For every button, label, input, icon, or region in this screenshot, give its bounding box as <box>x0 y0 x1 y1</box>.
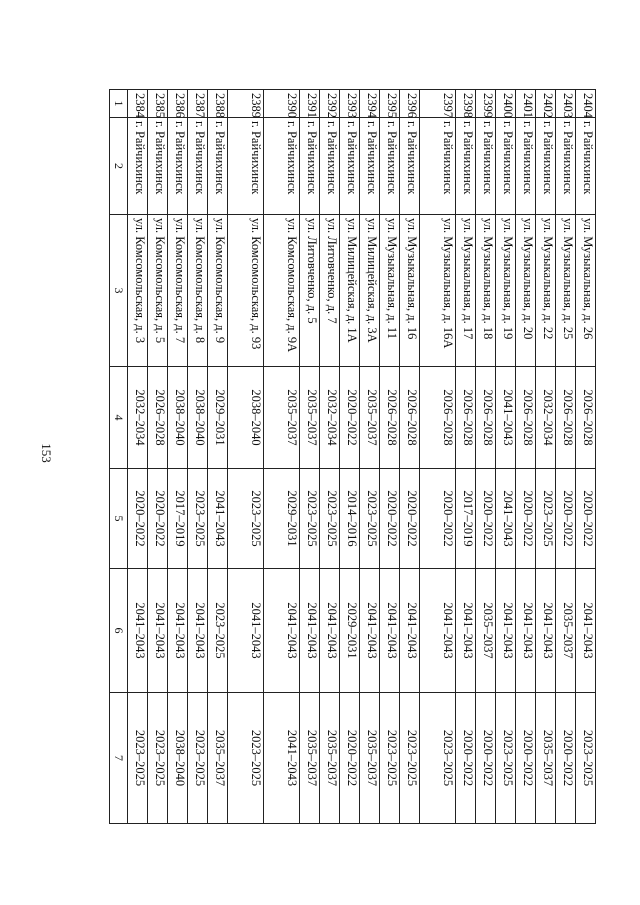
row-number: 2384 <box>128 90 148 118</box>
row-number: 2394 <box>360 90 380 118</box>
city-cell: г. Райчихинск <box>456 118 476 215</box>
period-col-6: 2041–2043 <box>496 569 516 693</box>
header-col-1: 1 <box>110 90 128 118</box>
city-cell: г. Райчихинск <box>536 118 556 215</box>
period-col-5: 2029–2031 <box>264 469 300 569</box>
row-number: 2393 <box>340 90 360 118</box>
row-number: 2395 <box>380 90 400 118</box>
row-number: 2390 <box>264 90 300 118</box>
period-col-4: 2035–2037 <box>360 367 380 469</box>
housing-repair-table <box>109 89 596 824</box>
row-number: 2401 <box>516 90 536 118</box>
table-rotator <box>112 89 596 823</box>
city-cell: г. Райчихинск <box>208 118 228 215</box>
row-number: 2392 <box>320 90 340 118</box>
row-number: 2397 <box>420 90 456 118</box>
table-row <box>300 90 320 824</box>
period-col-4: 2032–2034 <box>128 367 148 469</box>
period-col-5: 2023–2025 <box>188 469 208 569</box>
address-cell: ул. Музыкальная, д. 16А <box>420 215 456 367</box>
table-row <box>208 90 228 824</box>
row-number: 2400 <box>496 90 516 118</box>
row-number: 2391 <box>300 90 320 118</box>
period-col-4: 2026–2028 <box>476 367 496 469</box>
city-cell: г. Райчихинск <box>320 118 340 215</box>
period-col-4: 2029–2031 <box>208 367 228 469</box>
period-col-4: 2038–2040 <box>188 367 208 469</box>
period-col-7: 2041–2043 <box>264 693 300 824</box>
period-col-6: 2041–2043 <box>516 569 536 693</box>
period-col-4: 2035–2037 <box>264 367 300 469</box>
period-col-6: 2041–2043 <box>128 569 148 693</box>
city-cell: г. Райчихинск <box>516 118 536 215</box>
row-number: 2404 <box>576 90 596 118</box>
address-cell: ул. Комсомольская, д. 9А <box>264 215 300 367</box>
address-cell: ул. Милицейская, д. 1А <box>340 215 360 367</box>
period-col-6: 2041–2043 <box>300 569 320 693</box>
period-col-4: 2026–2028 <box>420 367 456 469</box>
period-col-5: 2020–2022 <box>148 469 168 569</box>
row-number: 2402 <box>536 90 556 118</box>
row-number: 2403 <box>556 90 576 118</box>
table-row <box>148 90 168 824</box>
period-col-6: 2041–2043 <box>228 569 264 693</box>
period-col-6: 2035–2037 <box>476 569 496 693</box>
table-row <box>340 90 360 824</box>
period-col-4: 2026–2028 <box>456 367 476 469</box>
period-col-4: 2026–2028 <box>380 367 400 469</box>
period-col-5: 2041–2043 <box>496 469 516 569</box>
period-col-4: 2026–2028 <box>556 367 576 469</box>
city-cell: г. Райчихинск <box>496 118 516 215</box>
period-col-4: 2032–2034 <box>536 367 556 469</box>
table-row <box>380 90 400 824</box>
period-col-7: 2035–2037 <box>536 693 556 824</box>
period-col-7: 2035–2037 <box>360 693 380 824</box>
city-cell: г. Райчихинск <box>148 118 168 215</box>
period-col-7: 2023–2025 <box>148 693 168 824</box>
period-col-6: 2029–2031 <box>340 569 360 693</box>
table-row <box>188 90 208 824</box>
period-col-4: 2020–2022 <box>340 367 360 469</box>
period-col-7: 2023–2025 <box>188 693 208 824</box>
table-row <box>420 90 456 824</box>
period-col-6: 2035–2037 <box>556 569 576 693</box>
period-col-5: 2020–2022 <box>556 469 576 569</box>
period-col-6: 2041–2043 <box>320 569 340 693</box>
period-col-5: 2023–2025 <box>300 469 320 569</box>
period-col-7: 2023–2025 <box>380 693 400 824</box>
period-col-7: 2038–2040 <box>168 693 188 824</box>
page-number: 153 <box>39 443 54 463</box>
period-col-7: 2023–2025 <box>496 693 516 824</box>
period-col-5: 2017–2019 <box>456 469 476 569</box>
period-col-6: 2041–2043 <box>536 569 556 693</box>
header-col-4: 4 <box>110 367 128 469</box>
period-col-7: 2023–2025 <box>400 693 420 824</box>
period-col-7: 2020–2022 <box>556 693 576 824</box>
address-cell: ул. Музыкальная, д. 25 <box>556 215 576 367</box>
period-col-5: 2020–2022 <box>380 469 400 569</box>
address-cell: ул. Литовченко, д. 5 <box>300 215 320 367</box>
city-cell: г. Райчихинск <box>300 118 320 215</box>
address-cell: ул. Музыкальная, д. 26 <box>576 215 596 367</box>
period-col-6: 2023–2025 <box>208 569 228 693</box>
row-number: 2396 <box>400 90 420 118</box>
row-number: 2398 <box>456 90 476 118</box>
period-col-7: 2035–2037 <box>300 693 320 824</box>
address-cell: ул. Музыкальная, д. 17 <box>456 215 476 367</box>
city-cell: г. Райчихинск <box>420 118 456 215</box>
period-col-7: 2023–2025 <box>128 693 148 824</box>
table-row <box>264 90 300 824</box>
period-col-7: 2020–2022 <box>340 693 360 824</box>
period-col-4: 2041–2043 <box>496 367 516 469</box>
period-col-7: 2035–2037 <box>320 693 340 824</box>
address-cell: ул. Комсомольская, д. 7 <box>168 215 188 367</box>
period-col-7: 2023–2025 <box>228 693 264 824</box>
period-col-7: 2020–2022 <box>456 693 476 824</box>
address-cell: ул. Комсомольская, д. 93 <box>228 215 264 367</box>
row-number: 2386 <box>168 90 188 118</box>
city-cell: г. Райчихинск <box>340 118 360 215</box>
period-col-5: 2023–2025 <box>360 469 380 569</box>
table-row <box>516 90 536 824</box>
period-col-5: 2014–2016 <box>340 469 360 569</box>
city-cell: г. Райчихинск <box>188 118 208 215</box>
period-col-4: 2026–2028 <box>148 367 168 469</box>
address-cell: ул. Комсомольская, д. 3 <box>128 215 148 367</box>
row-number: 2399 <box>476 90 496 118</box>
period-col-7: 2020–2022 <box>516 693 536 824</box>
period-col-4: 2026–2028 <box>516 367 536 469</box>
city-cell: г. Райчихинск <box>360 118 380 215</box>
period-col-6: 2041–2043 <box>188 569 208 693</box>
header-col-7: 7 <box>110 693 128 824</box>
period-col-6: 2041–2043 <box>420 569 456 693</box>
period-col-4: 2032–2034 <box>320 367 340 469</box>
city-cell: г. Райчихинск <box>576 118 596 215</box>
period-col-6: 2041–2043 <box>360 569 380 693</box>
row-number: 2389 <box>228 90 264 118</box>
city-cell: г. Райчихинск <box>168 118 188 215</box>
table-row <box>476 90 496 824</box>
table-row <box>320 90 340 824</box>
table-row <box>556 90 576 824</box>
city-cell: г. Райчихинск <box>556 118 576 215</box>
period-col-7: 2023–2025 <box>420 693 456 824</box>
address-cell: ул. Милицейская, д. 3А <box>360 215 380 367</box>
period-col-4: 2026–2028 <box>576 367 596 469</box>
period-col-4: 2038–2040 <box>168 367 188 469</box>
period-col-5: 2020–2022 <box>476 469 496 569</box>
period-col-6: 2041–2043 <box>148 569 168 693</box>
header-col-3: 3 <box>110 215 128 367</box>
address-cell: ул. Комсомольская, д. 9 <box>208 215 228 367</box>
period-col-5: 2020–2022 <box>128 469 148 569</box>
row-number: 2387 <box>188 90 208 118</box>
period-col-7: 2020–2022 <box>476 693 496 824</box>
address-cell: ул. Комсомольская, д. 5 <box>148 215 168 367</box>
period-col-5: 2020–2022 <box>420 469 456 569</box>
city-cell: г. Райчихинск <box>380 118 400 215</box>
period-col-5: 2020–2022 <box>576 469 596 569</box>
table-row <box>536 90 556 824</box>
header-row <box>110 90 128 824</box>
header-col-5: 5 <box>110 469 128 569</box>
period-col-6: 2041–2043 <box>456 569 476 693</box>
city-cell: г. Райчихинск <box>128 118 148 215</box>
period-col-5: 2020–2022 <box>400 469 420 569</box>
header-col-2: 2 <box>110 118 128 215</box>
table-row <box>128 90 148 824</box>
address-cell: ул. Музыкальная, д. 18 <box>476 215 496 367</box>
table-row <box>400 90 420 824</box>
table-row <box>456 90 476 824</box>
period-col-7: 2035–2037 <box>208 693 228 824</box>
period-col-5: 2023–2025 <box>536 469 556 569</box>
period-col-5: 2020–2022 <box>516 469 536 569</box>
address-cell: ул. Музыкальная, д. 16 <box>400 215 420 367</box>
address-cell: ул. Музыкальная, д. 22 <box>536 215 556 367</box>
period-col-5: 2017–2019 <box>168 469 188 569</box>
period-col-6: 2041–2043 <box>168 569 188 693</box>
address-cell: ул. Музыкальная, д. 11 <box>380 215 400 367</box>
address-cell: ул. Комсомольская, д. 8 <box>188 215 208 367</box>
period-col-6: 2041–2043 <box>380 569 400 693</box>
table-row <box>360 90 380 824</box>
period-col-6: 2041–2043 <box>400 569 420 693</box>
period-col-4: 2038–2040 <box>228 367 264 469</box>
period-col-6: 2041–2043 <box>576 569 596 693</box>
address-cell: ул. Музыкальная, д. 19 <box>496 215 516 367</box>
header-col-6: 6 <box>110 569 128 693</box>
table-row <box>496 90 516 824</box>
city-cell: г. Райчихинск <box>264 118 300 215</box>
period-col-4: 2026–2028 <box>400 367 420 469</box>
city-cell: г. Райчихинск <box>400 118 420 215</box>
table-row <box>576 90 596 824</box>
city-cell: г. Райчихинск <box>228 118 264 215</box>
period-col-6: 2041–2043 <box>264 569 300 693</box>
table-row <box>228 90 264 824</box>
period-col-5: 2023–2025 <box>228 469 264 569</box>
address-cell: ул. Музыкальная, д. 20 <box>516 215 536 367</box>
period-col-5: 2023–2025 <box>320 469 340 569</box>
row-number: 2388 <box>208 90 228 118</box>
address-cell: ул. Литовченко, д. 7 <box>320 215 340 367</box>
row-number: 2385 <box>148 90 168 118</box>
city-cell: г. Райчихинск <box>476 118 496 215</box>
period-col-7: 2023–2025 <box>576 693 596 824</box>
period-col-4: 2035–2037 <box>300 367 320 469</box>
period-col-5: 2041–2043 <box>208 469 228 569</box>
table-row <box>168 90 188 824</box>
